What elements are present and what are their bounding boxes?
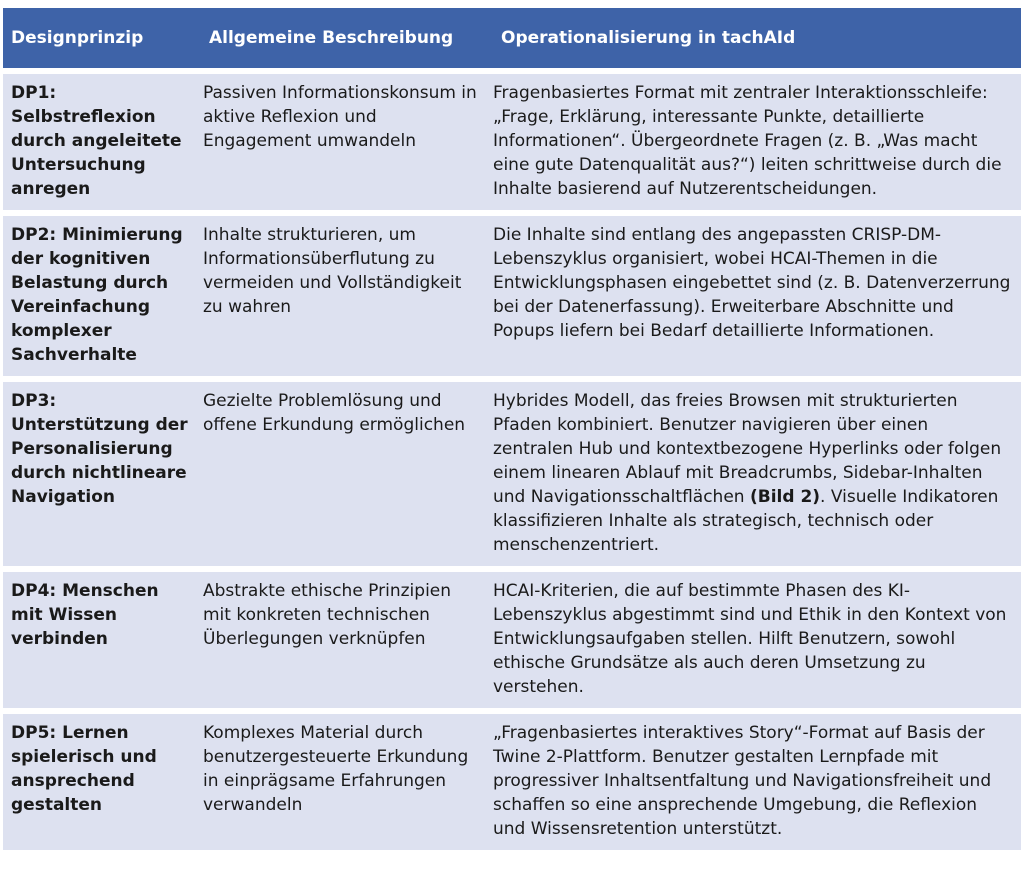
table-row: [3, 382, 1021, 566]
operationalization-cell: Fragenbasiertes Format mit zentraler Interaktionsschleife: „Frage, Erklärung, interessante Punkte, detaillierte Informationen“. Übergeordnete Fragen (z. B. „Was macht eine gute Datenqualität aus?“) leiten schrittweise durch die Inhalte basierend auf Nutzerentscheidungen.: [493, 83, 1002, 199]
operationalization-cell: „Fragenbasiertes interaktives Story“-Format auf Basis der Twine 2-Plattform. Benutzer gestalten Lernpfade mit progressiver Inhaltsentfaltung und Navigationsfreiheit und schaffen so eine ansprechende Umgebung, die Reflexion und Wissensretention unterstützt.: [493, 723, 992, 839]
header-designprinzip: Designprinzip: [11, 28, 144, 48]
figure-reference: (Bild 2): [749, 487, 821, 507]
operationalization-cell: [485, 382, 1021, 566]
description-cell: Passiven Informationskonsum in aktive Reflexion und Engagement umwandeln: [203, 83, 477, 151]
principle-cell: DP2: Minimierung der kognitiven Belastung durch Vereinfachung komplexer Sachverhalte: [11, 225, 183, 365]
principle-cell: DP5: Lernen spielerisch und ansprechend gestalten: [11, 723, 157, 815]
description-cell: Gezielte Problemlösung und offene Erkundung ermöglichen: [203, 391, 466, 435]
operationalization-cell: HCAI-Kriterien, die auf bestimmte Phasen des KI-Lebenszyklus abgestimmt sind und Ethik in den Kontext von Entwicklungsaufgaben stellen. Hilft Benutzern, sowohl ethische Grundsätze als auch deren Umsetzung zu verstehen.: [493, 581, 1007, 697]
operationalization-cell: Die Inhalte sind entlang des angepassten CRISP-DM-Lebenszyklus organisiert, wobei HCAI-Themen in die Entwicklungsphasen eingebettet sind (z. B. Datenverzerrung bei der Datenerfassung). Erweiterbare Abschnitte und Popups liefern bei Bedarf detaillierte Informationen.: [493, 225, 1011, 341]
header-operationalisierung: Operationalisierung in tachAId: [501, 28, 796, 48]
description-cell: Komplexes Material durch benutzergesteuerte Erkundung in einprägsame Erfahrungen verwandeln: [203, 723, 469, 815]
operationalization-text-before: Hybrides Modell, das freies Browsen mit strukturierten Pfaden kombiniert. Benutzer navigieren über einen zentralen Hub und kontextbezogene Hyperlinks oder folgen einem linearen Ablauf mit Breadcrumbs, Sidebar-Inhalten und Navigationsschaltflächen: [493, 391, 1002, 507]
header-allgemeine-beschreibung: Allgemeine Beschreibung: [209, 28, 454, 48]
table-header: [3, 8, 1021, 68]
table-row: [3, 714, 1021, 850]
description-cell: Inhalte strukturieren, um Informationsüberflutung zu vermeiden und Vollständigkeit zu wahren: [203, 225, 462, 317]
table-row: [3, 74, 1021, 210]
principle-cell: DP4: Menschen mit Wissen verbinden: [11, 581, 159, 649]
principle-cell: DP1: Selbstreflexion durch angeleitete Untersuchung anregen: [11, 83, 182, 199]
design-principles-table: [3, 8, 1021, 856]
description-cell: Abstrakte ethische Prinzipien mit konkreten technischen Überlegungen verknüpfen: [203, 581, 452, 649]
table-row: [3, 572, 1021, 708]
operationalization-text-after: . Visuelle Indikatoren klassifizieren Inhalte als strategisch, technisch oder menschenzentriert.: [493, 487, 999, 555]
principle-cell: DP3: Unterstützung der Personalisierung durch nichtlineare Navigation: [11, 391, 188, 507]
table-row: [3, 216, 1021, 376]
